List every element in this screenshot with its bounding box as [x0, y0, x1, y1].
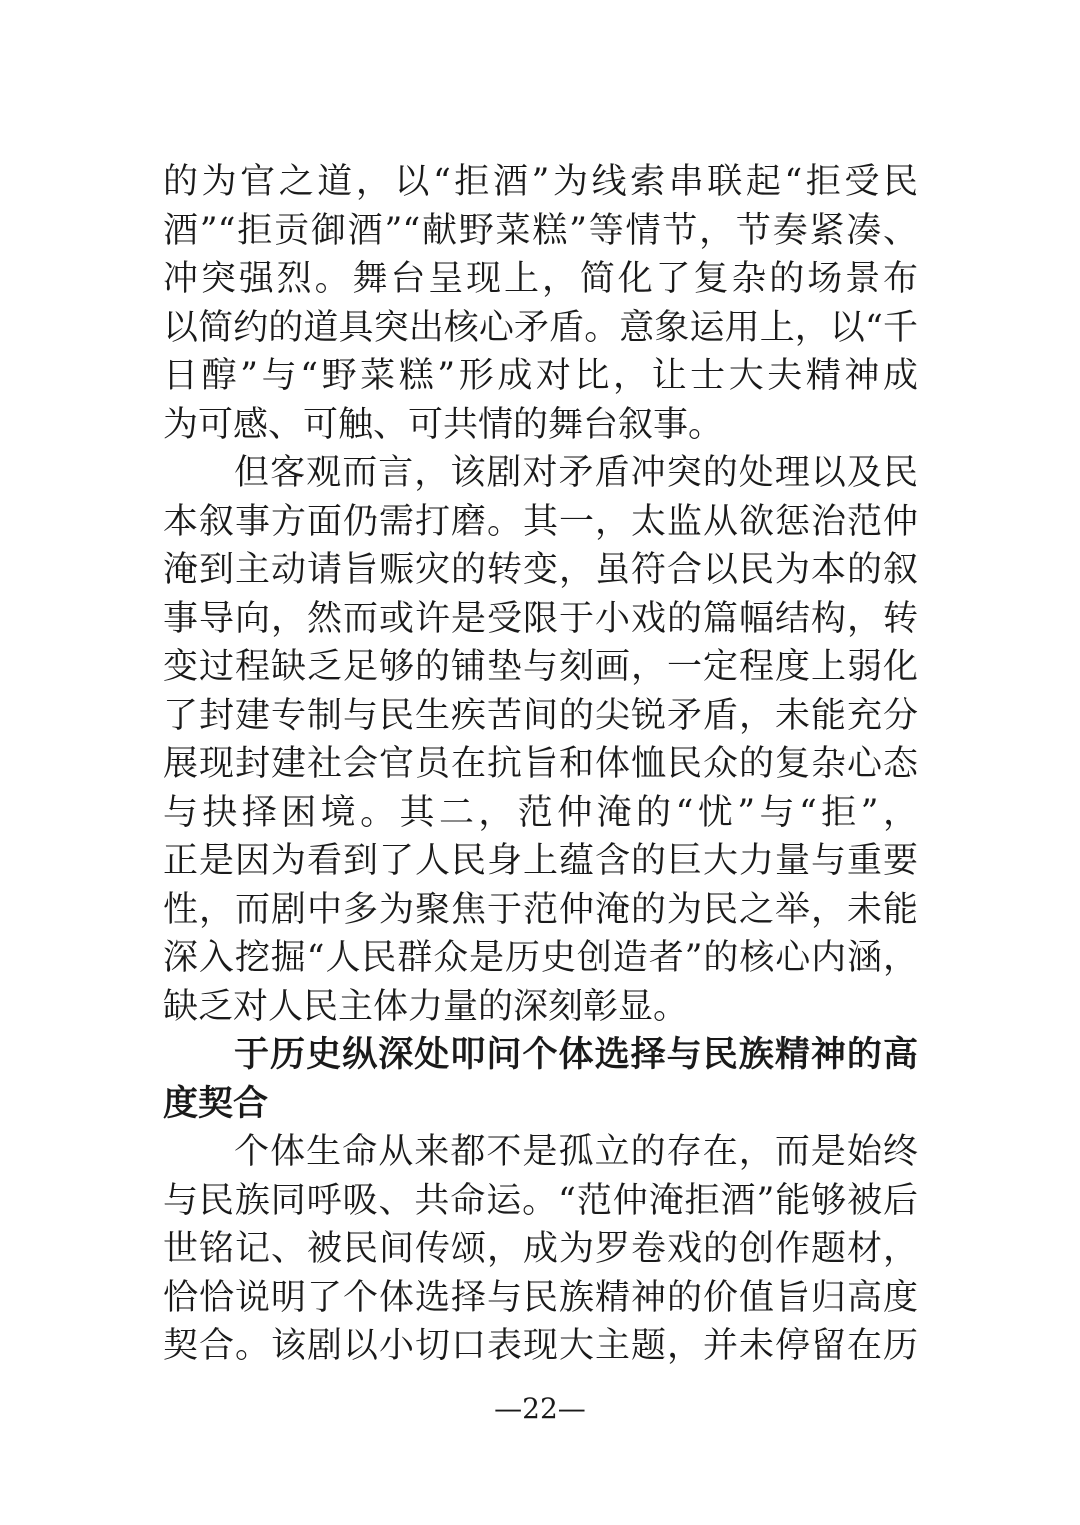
- line-text: 个体生命从来都不是孤立的存在，而是始终: [233, 1132, 918, 1172]
- text-line: [163, 595, 918, 644]
- line-text: 淹到主动请旨赈灾的转变，虽符合以民为本的叙: [163, 550, 918, 590]
- text-line: [163, 304, 918, 353]
- line-text: 性，而剧中多为聚焦于范仲淹的为民之举，未能: [163, 889, 918, 930]
- line-text: 与抉择困境。其二，范仲淹的“忧”与“拒”，: [163, 792, 918, 833]
- text-line: [163, 643, 918, 692]
- line-text: 与民族同呼吸、共命运。“范仲淹拒酒”能够被后: [163, 1180, 918, 1221]
- text-line: [163, 546, 918, 595]
- line-text: 为可感、可触、可共情的舞台叙事。: [163, 404, 724, 445]
- section-heading-line: [163, 1031, 918, 1080]
- line-text: 正是因为看到了人民身上蕴含的巨大力量与重要: [163, 841, 918, 881]
- line-text: 世铭记、被民间传颂，成为罗卷戏的创作题材，: [163, 1229, 918, 1269]
- line-text: 冲突强烈。舞台呈现上，简化了复杂的场景布: [163, 259, 918, 299]
- text-line: [163, 837, 918, 886]
- line-text: 的为官之道，以“拒酒”为线索串联起“拒受民: [163, 162, 918, 202]
- section-heading-line: [163, 1080, 918, 1129]
- text-line: [163, 207, 918, 256]
- text-line: [163, 255, 918, 304]
- text-line: [163, 934, 918, 983]
- text-line: [163, 1274, 918, 1323]
- line-text: 但客观而言，该剧对矛盾冲突的处理以及民: [233, 453, 918, 493]
- page-number: —22—: [494, 1392, 586, 1425]
- line-text: 事导向，然而或许是受限于小戏的篇幅结构，转: [163, 598, 918, 639]
- line-text: 展现封建社会官员在抗旨和体恤民众的复杂心态: [163, 744, 918, 784]
- line-text: 日醇”与“野菜糕”形成对比，让士大夫精神成: [163, 356, 918, 396]
- text-line: [163, 886, 918, 935]
- body-text: [163, 158, 918, 1371]
- text-line: [163, 1177, 918, 1226]
- line-text: 酒”“拒贡御酒”“献野菜糕”等情节，节奏紧凑、: [163, 210, 918, 251]
- line-text: 缺乏对人民主体力量的深刻彰显。: [163, 986, 689, 1027]
- line-text: 本叙事方面仍需打磨。其一，太监从欲惩治范仲: [163, 501, 918, 542]
- text-line: [163, 498, 918, 547]
- text-line: [163, 789, 918, 838]
- line-text: 了封建专制与民生疾苦间的尖锐矛盾，未能充分: [163, 695, 918, 736]
- line-text: 变过程缺乏足够的铺垫与刻画，一定程度上弱化: [163, 647, 918, 687]
- text-line: [163, 1322, 918, 1371]
- text-line: [163, 401, 918, 450]
- line-text: 度契合: [163, 1083, 269, 1124]
- line-text: 恰恰说明了个体选择与民族精神的价值旨归高度: [163, 1277, 918, 1318]
- text-line: [163, 1225, 918, 1274]
- text-line: [163, 983, 918, 1032]
- line-text: 以简约的道具突出核心矛盾。意象运用上，以“千: [163, 307, 918, 348]
- text-line: [163, 449, 918, 498]
- text-line: [163, 352, 918, 401]
- text-line: [163, 158, 918, 207]
- text-line: [163, 692, 918, 741]
- line-text: 契合。该剧以小切口表现大主题，并未停留在历: [163, 1326, 918, 1366]
- line-text: 于历史纵深处叩问个体选择与民族精神的高: [233, 1035, 918, 1075]
- text-line: [163, 740, 918, 789]
- line-text: 深入挖掘“人民群众是历史创造者”的核心内涵，: [163, 938, 918, 978]
- text-line: [163, 1128, 918, 1177]
